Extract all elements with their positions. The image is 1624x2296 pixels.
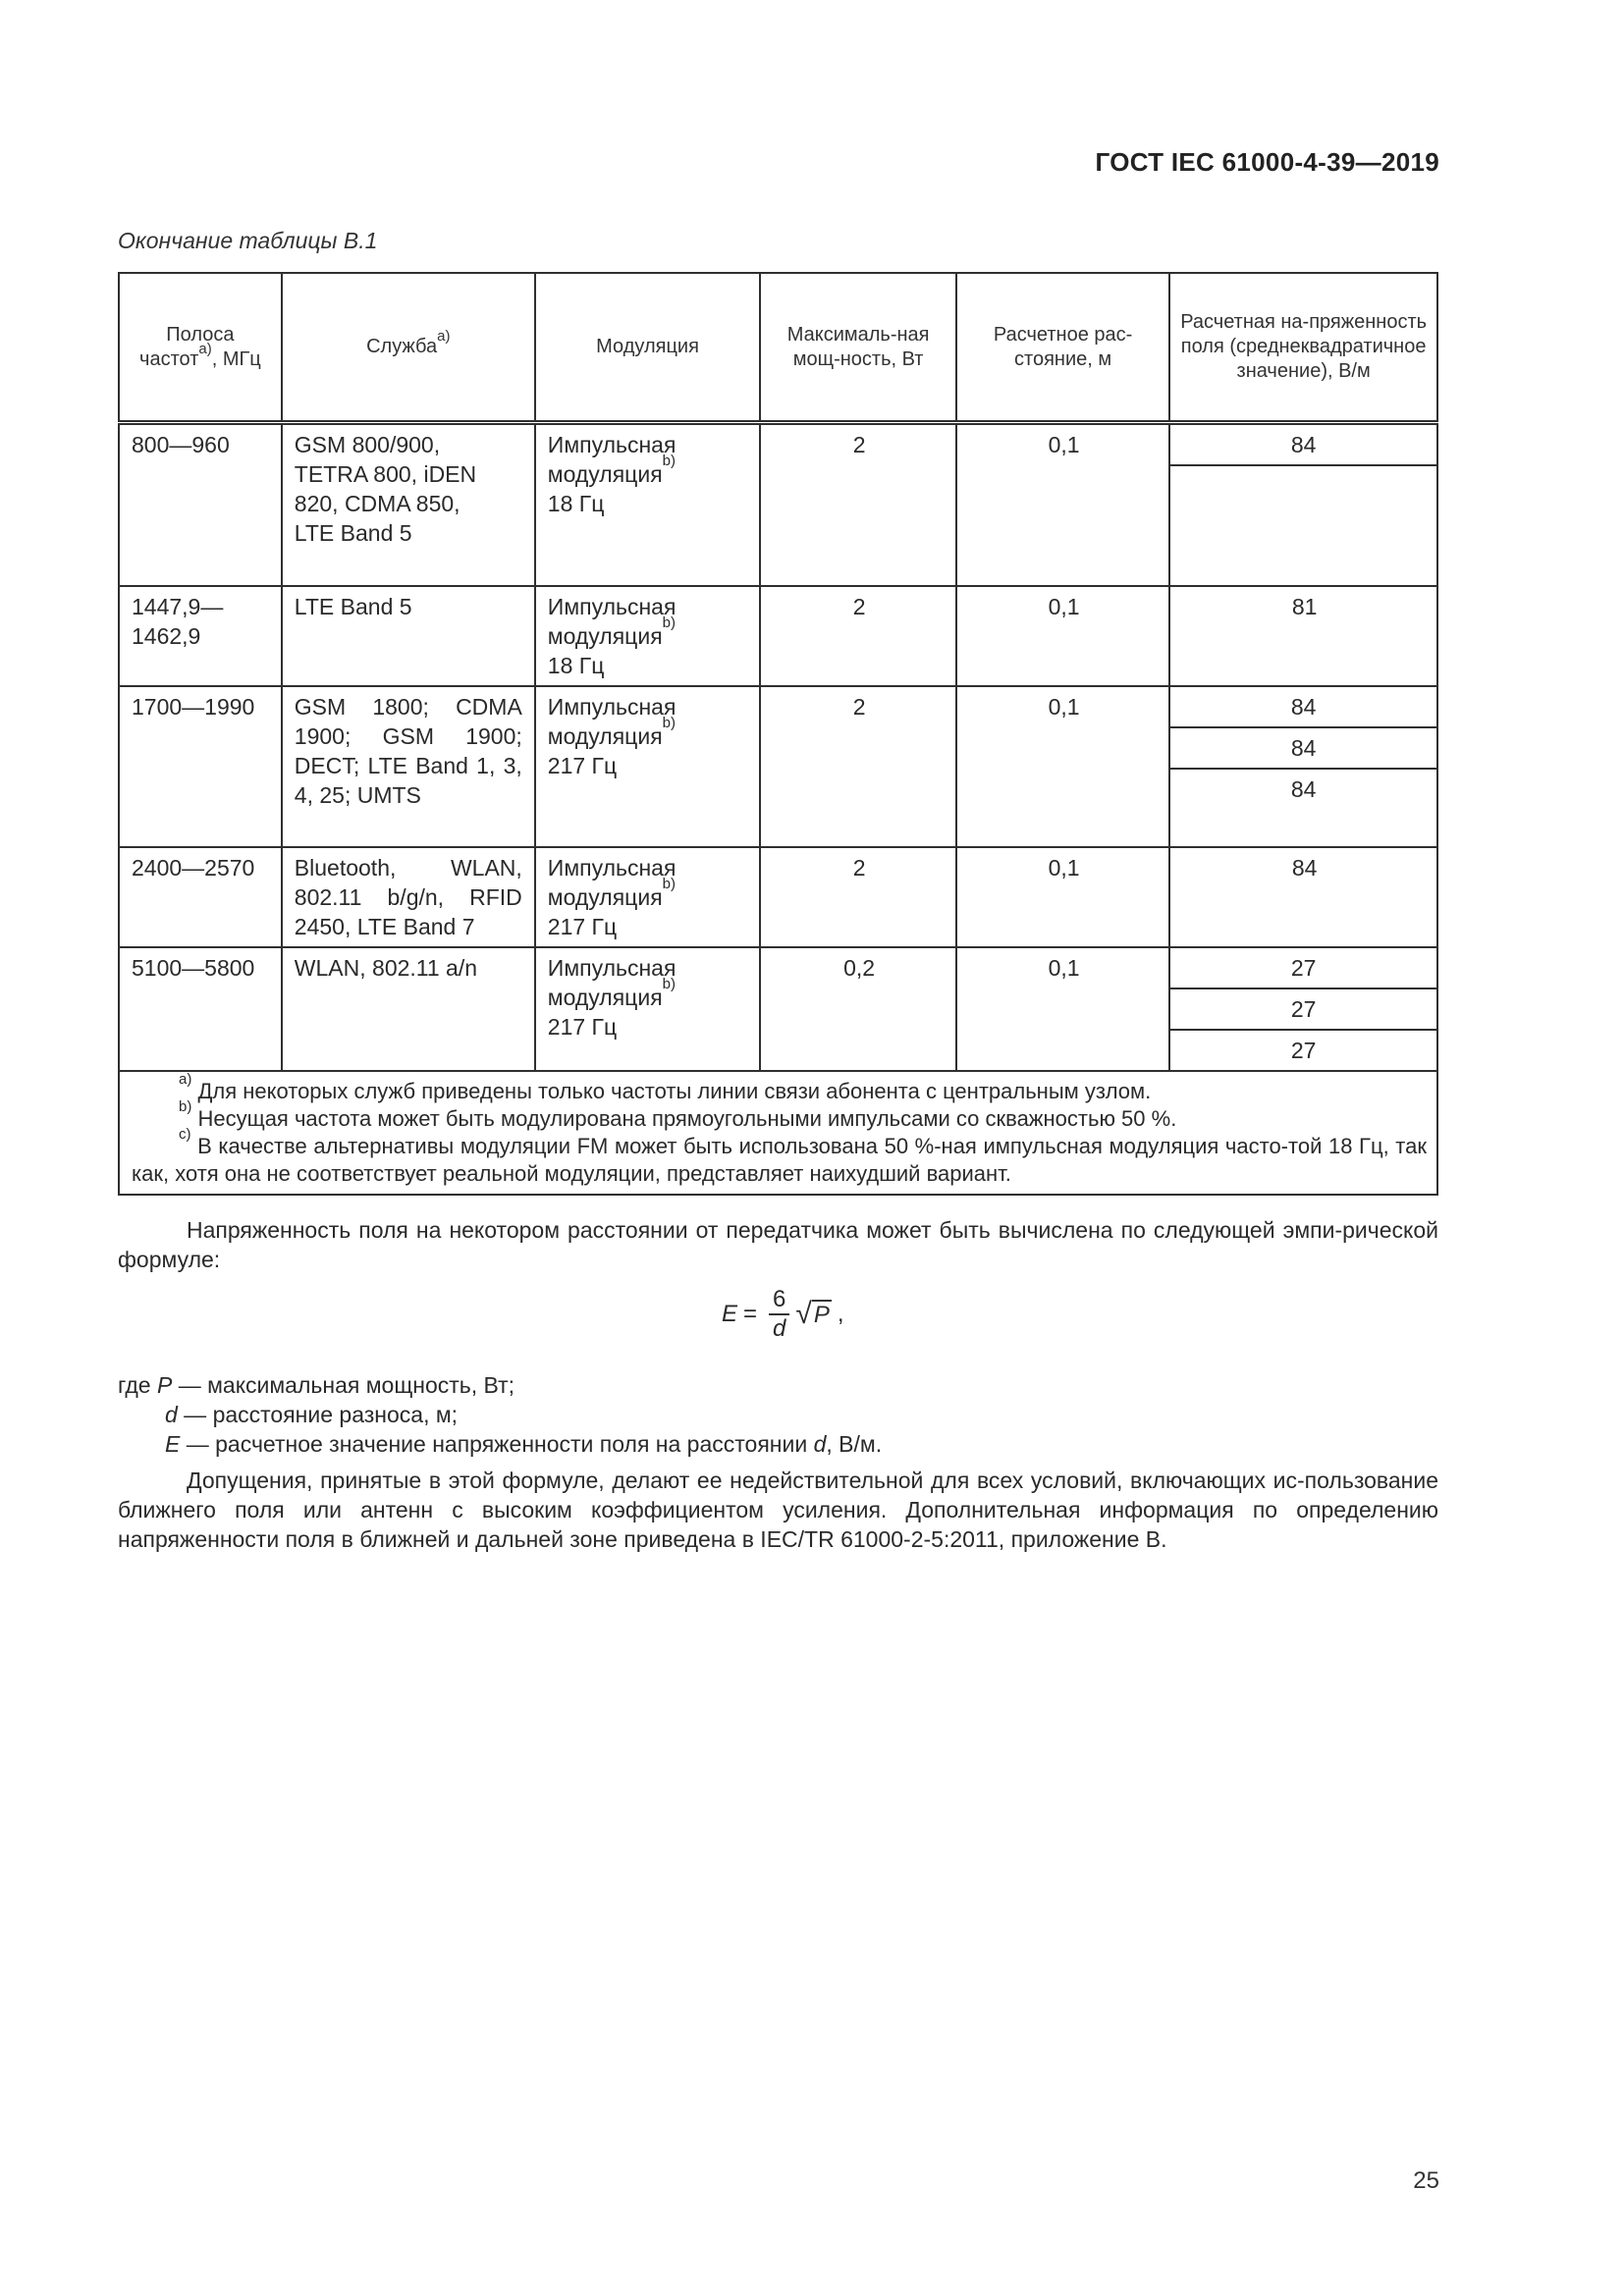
header-power: Максималь-ная мощ-ность, Вт: [760, 273, 956, 423]
cell-service: GSM 800/900, TETRA 800, iDEN 820, CDMA 850, LTE Band 5: [294, 432, 477, 546]
cell-field: [1170, 466, 1436, 585]
formula-radicand: P: [813, 1302, 830, 1328]
header-freq: Полоса частот$^{a)}$, МГц: [119, 273, 282, 423]
cell-power: 2: [852, 854, 866, 881]
cell-field: 27: [1290, 1037, 1317, 1063]
table-header-row: [119, 273, 1437, 423]
cell-field: 84: [1290, 775, 1317, 802]
cell-freq: 5100—5800: [132, 954, 255, 981]
formula-fraction: $\frac{6}{d}$: [769, 1286, 789, 1343]
cell-freq: 800—960: [132, 432, 230, 457]
paragraph-formula-intro: Напряженность поля на некотором расстоянии от передатчика может быть вычислена по следующей эмпи-рической формуле:: [118, 1217, 1438, 1272]
cell-service: Bluetooth, WLAN, 802.11 b/g/n, RFID 2450, LTE Band 7: [294, 854, 522, 939]
frequency-table: [118, 272, 1438, 1196]
cell-modulation: Импульсная модуляция$^{b)}$ 18 Гц: [547, 432, 677, 516]
table-row: [119, 847, 1437, 947]
table-note: $^{b)}$ Несущая частота может быть модулирована прямоугольными импульсами со скважностью 50 %.: [179, 1097, 1177, 1131]
sqrt-icon: √: [795, 1298, 812, 1330]
cell-modulation: Импульсная модуляция$^{b)}$ 18 Гц: [547, 593, 677, 678]
table-row: [119, 423, 1437, 586]
page-number: 25: [1413, 2167, 1439, 2194]
cell-modulation: Импульсная модуляция$^{b)}$ 217 Гц: [547, 693, 677, 778]
definition-item: d — расстояние разноса, м;: [165, 1402, 459, 1427]
cell-freq: 2400—2570: [132, 854, 255, 881]
standard-header: ГОСТ IEC 61000-4-39—2019: [1095, 147, 1439, 177]
cell-power: 2: [852, 432, 866, 457]
cell-service: LTE Band 5: [294, 593, 412, 619]
header-distance: Расчетное рас-стояние, м: [956, 273, 1169, 423]
cell-field: 84: [1170, 687, 1436, 728]
paragraph-assumptions: Допущения, принятые в этой формуле, делают ее недействительной для всех условий, включающих ис-пользование ближнего поля или антенн с высоким коэффициентом усиления. Дополнительная информация по определению напряженности поля в ближней и дальней зоне приведена в IEC/TR 61000-2-5:2011, приложение В.: [118, 1468, 1438, 1552]
cell-distance: 0,1: [1048, 954, 1080, 981]
cell-field: 27: [1170, 989, 1436, 1031]
formula-definitions: [118, 1370, 882, 1459]
table-notes-row: [119, 1071, 1437, 1195]
cell-service: GSM 1800; CDMA 1900; GSM 1900; DECT; LTE Band 1, 3, 4, 25; UMTS: [294, 693, 522, 808]
cell-distance: 0,1: [1048, 854, 1080, 881]
formula-equals: =: [743, 1301, 758, 1327]
cell-modulation: Импульсная модуляция$^{b)}$ 217 Гц: [547, 854, 677, 939]
definition-item: E — расчетное значение напряженности поля на расстоянии d, В/м.: [165, 1431, 883, 1457]
cell-distance: 0,1: [1048, 693, 1080, 720]
table-row: [119, 586, 1437, 686]
header-service: Служба$^{a)}$: [282, 273, 535, 423]
table-caption: Окончание таблицы В.1: [118, 228, 378, 253]
field-strength-formula: E = $\frac{6}{d}$ √ P ,: [722, 1286, 844, 1342]
cell-field: 84: [1170, 728, 1436, 770]
table-row: [119, 686, 1437, 847]
cell-power: 2: [852, 593, 866, 619]
table-note: $^{c)}$ В качестве альтернативы модуляции FM может быть использована 50 %-ная импульсная модуляция часто-той 18 Гц, так как, хотя она не соответствует реальной модуляции, представляет наихудший вариант.: [132, 1125, 1427, 1186]
cell-field: 27: [1170, 948, 1436, 989]
formula-lhs: E: [722, 1301, 738, 1327]
header-modulation: Модуляция: [535, 273, 761, 423]
cell-distance: 0,1: [1048, 432, 1080, 457]
cell-freq: 1447,9— 1462,9: [132, 593, 224, 649]
cell-field: 81: [1291, 593, 1318, 619]
cell-field: 84: [1291, 854, 1318, 881]
table-note: $^{a)}$ Для некоторых служб приведены только частоты линии связи абонента с центральным узлом.: [179, 1070, 1152, 1103]
cell-distance: 0,1: [1048, 593, 1080, 619]
cell-power: 0,2: [843, 954, 876, 981]
definition-item: где P — максимальная мощность, Вт;: [118, 1372, 515, 1398]
cell-freq: 1700—1990: [132, 693, 255, 720]
cell-field: 84: [1170, 425, 1436, 466]
cell-modulation: Импульсная модуляция$^{b)}$ 217 Гц: [547, 954, 677, 1040]
cell-service: WLAN, 802.11 a/n: [294, 954, 478, 981]
cell-power: 2: [852, 693, 866, 720]
header-field: Расчетная на-пряженность поля (среднеквадратичное значение), В/м: [1169, 273, 1437, 423]
table-row: [119, 947, 1437, 1071]
